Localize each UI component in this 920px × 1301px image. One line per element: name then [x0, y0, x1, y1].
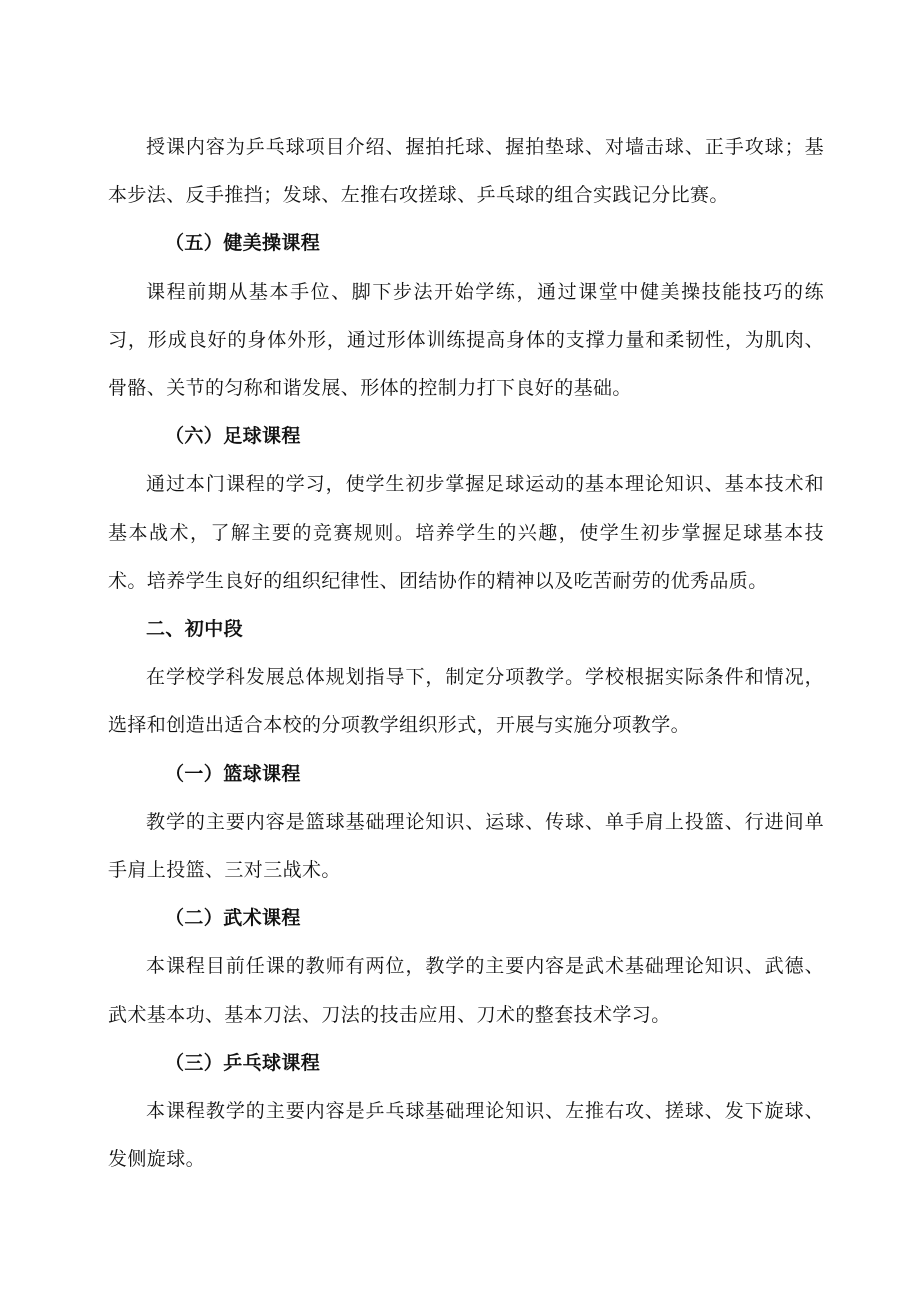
paragraph-table-tennis: 本课程教学的主要内容是乒乓球基础理论知识、左推右攻、搓球、发下旋球、发侧旋球。 [108, 1100, 824, 1171]
paragraph-aerobics: 课程前期从基本手位、脚下步法开始学练，通过课堂中健美操技能技巧的练习，形成良好的身体外形，通过形体训练提高身体的支撑力量和柔韧性，为肌肉、骨骼、关节的匀称和谐发展、形体的控制力打下良好的基础。 [108, 280, 824, 400]
heading-football-course: （六）足球课程 [165, 425, 301, 448]
paragraph-martial-arts: 本课程目前任课的教师有两位，教学的主要内容是武术基础理论知识、武德、武术基本功、基本刀法、刀法的技击应用、刀术的整套技术学习。 [108, 955, 824, 1026]
paragraph-basketball: 教学的主要内容是篮球基础理论知识、运球、传球、单手肩上投篮、行进间单手肩上投篮、三对三战术。 [108, 810, 824, 882]
heading-table-tennis-course: （三）乒乓球课程 [165, 1051, 321, 1074]
heading-aerobics-course: （五）健美操课程 [165, 232, 321, 255]
heading-junior-high-section: 二、初中段 [146, 618, 244, 641]
document-body [108, 123, 824, 1183]
paragraph-football: 通过本门课程的学习，使学生初步掌握足球运动的基本理论知识、基本技术和基本战术，了解主要的竞赛规则。培养学生的兴趣，使学生初步掌握足球基本技术。培养学生良好的组织纪律性、团结协作的精神以及吃苦耐劳的优秀品质。 [108, 473, 824, 592]
paragraph-pingpong-intro: 授课内容为乒乓球项目介绍、握拍托球、握拍垫球、对墙击球、正手攻球；基本步法、反手推挡；发球、左推右攻搓球、乒乓球的组合实践记分比赛。 [108, 136, 824, 207]
paragraph-junior-high: 在学校学科发展总体规划指导下，制定分项教学。学校根据实际条件和情况，选择和创造出适合本校的分项教学组织形式，开展与实施分项教学。 [108, 666, 824, 737]
heading-martial-arts-course: （二）武术课程 [165, 907, 301, 930]
heading-basketball-course: （一）篮球课程 [165, 762, 301, 785]
